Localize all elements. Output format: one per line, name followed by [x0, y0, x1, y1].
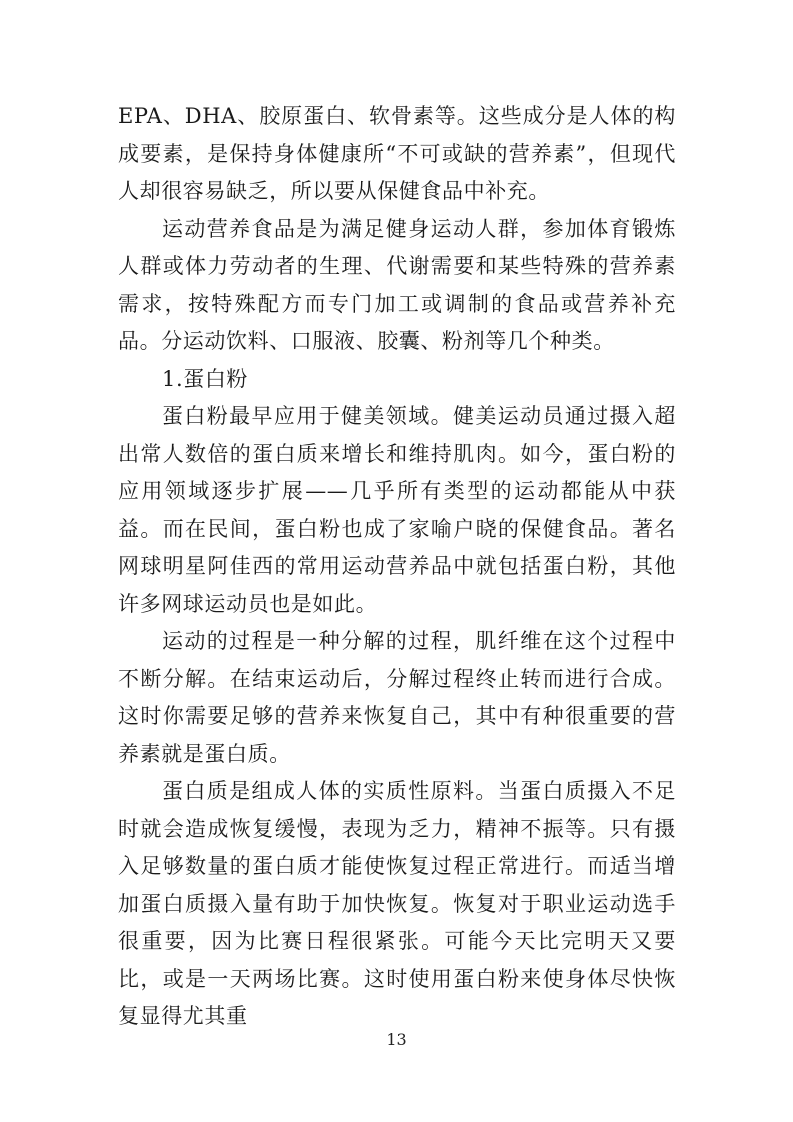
paragraph-protein-powder-history: 蛋白粉最早应用于健美领域。健美运动员通过摄入超出常人数倍的蛋白质来增长和维持肌肉。如今，蛋白粉的应用领域逐步扩展——几乎所有类型的运动都能从中获益。而在民间，蛋白粉也成了家喻户晓的保健食品。著名网球明星阿佳西的常用运动营养品中就包括蛋白粉，其他许多网球运动员也是如此。 [118, 404, 676, 616]
section-heading-protein-powder: 1.蛋白粉 [162, 366, 249, 391]
paragraph-exercise-decomposition: 运动的过程是一种分解的过程，肌纤维在这个过程中不断分解。在结束运动后，分解过程终止转而进行合成。这时你需要足够的营养来恢复自己，其中有种很重要的营养素就是蛋白质。 [118, 629, 676, 766]
document-body [118, 98, 676, 1036]
paragraph-sports-nutrition-food: 运动营养食品是为满足健身运动人群，参加体育锻炼人群或体力劳动者的生理、代谢需要和某些特殊的营养素需求，按特殊配方而专门加工或调制的食品或营养补充品。分运动饮料、口服液、胶囊、粉剂等几个种类。 [118, 216, 676, 353]
page-number: 13 [386, 1030, 407, 1049]
paragraph-protein-recovery: 蛋白质是组成人体的实质性原料。当蛋白质摄入不足时就会造成恢复缓慢，表现为乏力，精神不振等。只有摄入足够数量的蛋白质才能使恢复过程正常进行。而适当增加蛋白质摄入量有助于加快恢复。恢复对于职业运动选手很重要，因为比赛日程很紧张。可能今天比完明天又要比，或是一天两场比赛。这时使用蛋白粉来使身体尽快恢复显得尤其重 [118, 779, 676, 1028]
paragraph-nutrients: EPA、DHA、胶原蛋白、软骨素等。这些成分是人体的构成要素，是保持身体健康所“不可或缺的营养素”，但现代人却很容易缺乏，所以要从保健食品中补充。 [118, 104, 676, 203]
